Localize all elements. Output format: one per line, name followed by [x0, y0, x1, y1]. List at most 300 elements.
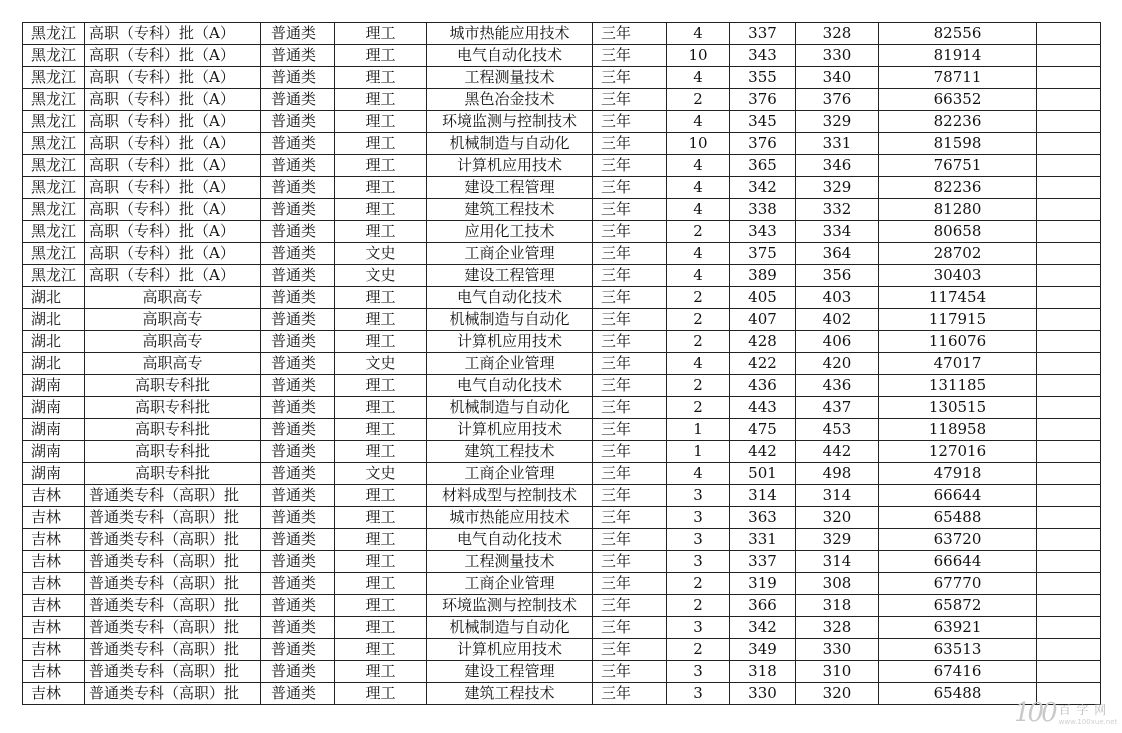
min-score-cell: 308 [796, 573, 879, 595]
subject-cell: 理工 [335, 441, 427, 463]
min-score-cell: 329 [796, 111, 879, 133]
province-cell: 湖北 [23, 309, 85, 331]
min-score-cell: 334 [796, 221, 879, 243]
rank-cell: 63720 [879, 529, 1037, 551]
province-cell: 吉林 [23, 573, 85, 595]
rank-cell: 76751 [879, 155, 1037, 177]
batch-cell: 高职高专 [85, 331, 261, 353]
batch-cell: 高职专科批 [85, 397, 261, 419]
rank-cell: 117454 [879, 287, 1037, 309]
rank-cell: 66644 [879, 551, 1037, 573]
min-score-cell: 420 [796, 353, 879, 375]
category-cell: 普通类 [261, 529, 335, 551]
plan-count-cell: 4 [667, 199, 730, 221]
major-cell: 电气自动化技术 [427, 45, 593, 67]
note-cell [1037, 309, 1101, 331]
plan-count-cell: 4 [667, 23, 730, 45]
category-cell: 普通类 [261, 595, 335, 617]
major-cell: 环境监测与控制技术 [427, 595, 593, 617]
province-cell: 黑龙江 [23, 89, 85, 111]
rank-cell: 66352 [879, 89, 1037, 111]
subject-cell: 理工 [335, 287, 427, 309]
table-row [23, 67, 1101, 89]
major-cell: 工商企业管理 [427, 573, 593, 595]
rank-cell: 66644 [879, 485, 1037, 507]
duration-cell: 三年 [593, 485, 667, 507]
rank-cell: 81598 [879, 133, 1037, 155]
rank-cell: 80658 [879, 221, 1037, 243]
max-score-cell: 349 [730, 639, 796, 661]
note-cell [1037, 265, 1101, 287]
major-cell: 机械制造与自动化 [427, 133, 593, 155]
subject-cell: 理工 [335, 507, 427, 529]
province-cell: 黑龙江 [23, 45, 85, 67]
duration-cell: 三年 [593, 463, 667, 485]
rank-cell: 78711 [879, 67, 1037, 89]
subject-cell: 理工 [335, 45, 427, 67]
table-row [23, 573, 1101, 595]
major-cell: 应用化工技术 [427, 221, 593, 243]
batch-cell: 高职专科批 [85, 441, 261, 463]
batch-cell: 高职高专 [85, 287, 261, 309]
min-score-cell: 437 [796, 397, 879, 419]
table-row [23, 507, 1101, 529]
province-cell: 黑龙江 [23, 155, 85, 177]
duration-cell: 三年 [593, 111, 667, 133]
subject-cell: 理工 [335, 419, 427, 441]
min-score-cell: 320 [796, 683, 879, 705]
batch-cell: 高职（专科）批（A） [85, 111, 261, 133]
province-cell: 湖北 [23, 353, 85, 375]
subject-cell: 理工 [335, 529, 427, 551]
major-cell: 黑色冶金技术 [427, 89, 593, 111]
rank-cell: 127016 [879, 441, 1037, 463]
subject-cell: 理工 [335, 199, 427, 221]
category-cell: 普通类 [261, 309, 335, 331]
batch-cell: 高职专科批 [85, 419, 261, 441]
province-cell: 湖南 [23, 441, 85, 463]
min-score-cell: 314 [796, 551, 879, 573]
plan-count-cell: 4 [667, 155, 730, 177]
duration-cell: 三年 [593, 243, 667, 265]
min-score-cell: 328 [796, 23, 879, 45]
province-cell: 吉林 [23, 661, 85, 683]
province-cell: 吉林 [23, 617, 85, 639]
plan-count-cell: 2 [667, 221, 730, 243]
min-score-cell: 314 [796, 485, 879, 507]
min-score-cell: 406 [796, 331, 879, 353]
province-cell: 吉林 [23, 551, 85, 573]
major-cell: 机械制造与自动化 [427, 617, 593, 639]
batch-cell: 高职高专 [85, 353, 261, 375]
plan-count-cell: 4 [667, 111, 730, 133]
table-row [23, 89, 1101, 111]
max-score-cell: 366 [730, 595, 796, 617]
category-cell: 普通类 [261, 221, 335, 243]
category-cell: 普通类 [261, 23, 335, 45]
rank-cell: 65488 [879, 507, 1037, 529]
major-cell: 建筑工程技术 [427, 683, 593, 705]
batch-cell: 高职（专科）批（A） [85, 199, 261, 221]
table-row [23, 177, 1101, 199]
province-cell: 湖南 [23, 375, 85, 397]
major-cell: 建筑工程技术 [427, 441, 593, 463]
duration-cell: 三年 [593, 45, 667, 67]
watermark-site-name: 百 字 网 [1058, 702, 1108, 717]
duration-cell: 三年 [593, 661, 667, 683]
note-cell [1037, 529, 1101, 551]
subject-cell: 理工 [335, 485, 427, 507]
plan-count-cell: 3 [667, 529, 730, 551]
duration-cell: 三年 [593, 551, 667, 573]
plan-count-cell: 2 [667, 287, 730, 309]
major-cell: 建设工程管理 [427, 265, 593, 287]
table-row [23, 551, 1101, 573]
batch-cell: 高职（专科）批（A） [85, 177, 261, 199]
duration-cell: 三年 [593, 89, 667, 111]
plan-count-cell: 3 [667, 661, 730, 683]
category-cell: 普通类 [261, 155, 335, 177]
batch-cell: 高职（专科）批（A） [85, 23, 261, 45]
duration-cell: 三年 [593, 23, 667, 45]
subject-cell: 理工 [335, 661, 427, 683]
table-row [23, 309, 1101, 331]
rank-cell: 117915 [879, 309, 1037, 331]
note-cell [1037, 287, 1101, 309]
subject-cell: 理工 [335, 111, 427, 133]
table-row [23, 617, 1101, 639]
category-cell: 普通类 [261, 617, 335, 639]
rank-cell: 67416 [879, 661, 1037, 683]
min-score-cell: 356 [796, 265, 879, 287]
table-row [23, 419, 1101, 441]
table-row [23, 111, 1101, 133]
category-cell: 普通类 [261, 441, 335, 463]
province-cell: 黑龙江 [23, 67, 85, 89]
category-cell: 普通类 [261, 573, 335, 595]
batch-cell: 高职（专科）批（A） [85, 243, 261, 265]
min-score-cell: 331 [796, 133, 879, 155]
note-cell [1037, 507, 1101, 529]
max-score-cell: 363 [730, 507, 796, 529]
major-cell: 计算机应用技术 [427, 419, 593, 441]
duration-cell: 三年 [593, 199, 667, 221]
note-cell [1037, 221, 1101, 243]
province-cell: 吉林 [23, 529, 85, 551]
plan-count-cell: 3 [667, 507, 730, 529]
note-cell [1037, 45, 1101, 67]
province-cell: 黑龙江 [23, 243, 85, 265]
subject-cell: 理工 [335, 375, 427, 397]
batch-cell: 普通类专科（高职）批 [85, 683, 261, 705]
major-cell: 城市热能应用技术 [427, 23, 593, 45]
province-cell: 黑龙江 [23, 133, 85, 155]
category-cell: 普通类 [261, 551, 335, 573]
min-score-cell: 364 [796, 243, 879, 265]
plan-count-cell: 2 [667, 331, 730, 353]
category-cell: 普通类 [261, 353, 335, 375]
min-score-cell: 332 [796, 199, 879, 221]
category-cell: 普通类 [261, 287, 335, 309]
batch-cell: 高职（专科）批（A） [85, 89, 261, 111]
batch-cell: 高职专科批 [85, 375, 261, 397]
table-body [23, 23, 1101, 705]
min-score-cell: 320 [796, 507, 879, 529]
rank-cell: 63513 [879, 639, 1037, 661]
batch-cell: 普通类专科（高职）批 [85, 661, 261, 683]
subject-cell: 理工 [335, 221, 427, 243]
min-score-cell: 402 [796, 309, 879, 331]
rank-cell: 131185 [879, 375, 1037, 397]
duration-cell: 三年 [593, 397, 667, 419]
major-cell: 计算机应用技术 [427, 155, 593, 177]
batch-cell: 普通类专科（高职）批 [85, 485, 261, 507]
note-cell [1037, 639, 1101, 661]
major-cell: 工程测量技术 [427, 551, 593, 573]
max-score-cell: 422 [730, 353, 796, 375]
max-score-cell: 345 [730, 111, 796, 133]
major-cell: 计算机应用技术 [427, 331, 593, 353]
note-cell [1037, 89, 1101, 111]
duration-cell: 三年 [593, 67, 667, 89]
max-score-cell: 330 [730, 683, 796, 705]
subject-cell: 理工 [335, 573, 427, 595]
max-score-cell: 436 [730, 375, 796, 397]
province-cell: 吉林 [23, 639, 85, 661]
batch-cell: 普通类专科（高职）批 [85, 551, 261, 573]
category-cell: 普通类 [261, 639, 335, 661]
rank-cell: 82236 [879, 111, 1037, 133]
max-score-cell: 319 [730, 573, 796, 595]
category-cell: 普通类 [261, 177, 335, 199]
rank-cell: 28702 [879, 243, 1037, 265]
max-score-cell: 365 [730, 155, 796, 177]
province-cell: 黑龙江 [23, 199, 85, 221]
subject-cell: 理工 [335, 397, 427, 419]
max-score-cell: 405 [730, 287, 796, 309]
table-row [23, 353, 1101, 375]
category-cell: 普通类 [261, 199, 335, 221]
major-cell: 建筑工程技术 [427, 199, 593, 221]
plan-count-cell: 3 [667, 485, 730, 507]
max-score-cell: 338 [730, 199, 796, 221]
batch-cell: 高职（专科）批（A） [85, 221, 261, 243]
note-cell [1037, 419, 1101, 441]
table-row [23, 155, 1101, 177]
batch-cell: 普通类专科（高职）批 [85, 529, 261, 551]
subject-cell: 理工 [335, 309, 427, 331]
plan-count-cell: 2 [667, 595, 730, 617]
rank-cell: 63921 [879, 617, 1037, 639]
note-cell [1037, 353, 1101, 375]
major-cell: 计算机应用技术 [427, 639, 593, 661]
note-cell [1037, 199, 1101, 221]
subject-cell: 理工 [335, 133, 427, 155]
plan-count-cell: 1 [667, 419, 730, 441]
max-score-cell: 343 [730, 221, 796, 243]
max-score-cell: 343 [730, 45, 796, 67]
plan-count-cell: 4 [667, 177, 730, 199]
category-cell: 普通类 [261, 265, 335, 287]
note-cell [1037, 551, 1101, 573]
batch-cell: 高职（专科）批（A） [85, 45, 261, 67]
max-score-cell: 342 [730, 177, 796, 199]
subject-cell: 理工 [335, 177, 427, 199]
table-row [23, 287, 1101, 309]
plan-count-cell: 1 [667, 441, 730, 463]
major-cell: 电气自动化技术 [427, 375, 593, 397]
plan-count-cell: 2 [667, 309, 730, 331]
province-cell: 湖南 [23, 397, 85, 419]
min-score-cell: 310 [796, 661, 879, 683]
note-cell [1037, 331, 1101, 353]
subject-cell: 文史 [335, 265, 427, 287]
duration-cell: 三年 [593, 133, 667, 155]
major-cell: 建设工程管理 [427, 661, 593, 683]
duration-cell: 三年 [593, 287, 667, 309]
rank-cell: 65872 [879, 595, 1037, 617]
rank-cell: 82236 [879, 177, 1037, 199]
note-cell [1037, 375, 1101, 397]
plan-count-cell: 4 [667, 353, 730, 375]
category-cell: 普通类 [261, 243, 335, 265]
major-cell: 机械制造与自动化 [427, 309, 593, 331]
rank-cell: 47918 [879, 463, 1037, 485]
subject-cell: 理工 [335, 331, 427, 353]
duration-cell: 三年 [593, 331, 667, 353]
duration-cell: 三年 [593, 375, 667, 397]
max-score-cell: 389 [730, 265, 796, 287]
batch-cell: 普通类专科（高职）批 [85, 573, 261, 595]
watermark-text [1059, 701, 1118, 726]
watermark-logo: 100 [1014, 698, 1055, 728]
table-row [23, 683, 1101, 705]
major-cell: 建设工程管理 [427, 177, 593, 199]
note-cell [1037, 441, 1101, 463]
duration-cell: 三年 [593, 309, 667, 331]
min-score-cell: 328 [796, 617, 879, 639]
plan-count-cell: 4 [667, 265, 730, 287]
admission-scores-table [22, 22, 1101, 705]
note-cell [1037, 155, 1101, 177]
note-cell [1037, 661, 1101, 683]
subject-cell: 文史 [335, 463, 427, 485]
batch-cell: 高职（专科）批（A） [85, 265, 261, 287]
category-cell: 普通类 [261, 507, 335, 529]
max-score-cell: 428 [730, 331, 796, 353]
category-cell: 普通类 [261, 683, 335, 705]
major-cell: 工商企业管理 [427, 353, 593, 375]
batch-cell: 普通类专科（高职）批 [85, 639, 261, 661]
note-cell [1037, 67, 1101, 89]
max-score-cell: 318 [730, 661, 796, 683]
table-row [23, 661, 1101, 683]
rank-cell: 130515 [879, 397, 1037, 419]
table-row [23, 485, 1101, 507]
batch-cell: 高职专科批 [85, 463, 261, 485]
min-score-cell: 442 [796, 441, 879, 463]
table-row [23, 243, 1101, 265]
duration-cell: 三年 [593, 529, 667, 551]
duration-cell: 三年 [593, 639, 667, 661]
table-row [23, 397, 1101, 419]
province-cell: 湖南 [23, 419, 85, 441]
rank-cell: 118958 [879, 419, 1037, 441]
min-score-cell: 376 [796, 89, 879, 111]
province-cell: 黑龙江 [23, 221, 85, 243]
duration-cell: 三年 [593, 177, 667, 199]
plan-count-cell: 2 [667, 639, 730, 661]
note-cell [1037, 573, 1101, 595]
subject-cell: 理工 [335, 89, 427, 111]
major-cell: 工程测量技术 [427, 67, 593, 89]
min-score-cell: 436 [796, 375, 879, 397]
rank-cell: 67770 [879, 573, 1037, 595]
table-row [23, 595, 1101, 617]
province-cell: 黑龙江 [23, 23, 85, 45]
category-cell: 普通类 [261, 133, 335, 155]
note-cell [1037, 595, 1101, 617]
plan-count-cell: 2 [667, 89, 730, 111]
category-cell: 普通类 [261, 397, 335, 419]
table-row [23, 463, 1101, 485]
subject-cell: 理工 [335, 595, 427, 617]
duration-cell: 三年 [593, 441, 667, 463]
min-score-cell: 329 [796, 529, 879, 551]
category-cell: 普通类 [261, 463, 335, 485]
max-score-cell: 442 [730, 441, 796, 463]
duration-cell: 三年 [593, 507, 667, 529]
category-cell: 普通类 [261, 111, 335, 133]
batch-cell: 普通类专科（高职）批 [85, 617, 261, 639]
watermark-url: www.100xue.net [1058, 717, 1118, 726]
table-row [23, 639, 1101, 661]
table-row [23, 441, 1101, 463]
major-cell: 电气自动化技术 [427, 287, 593, 309]
plan-count-cell: 3 [667, 551, 730, 573]
rank-cell: 116076 [879, 331, 1037, 353]
major-cell: 工商企业管理 [427, 243, 593, 265]
note-cell [1037, 23, 1101, 45]
table-row [23, 23, 1101, 45]
category-cell: 普通类 [261, 89, 335, 111]
max-score-cell: 407 [730, 309, 796, 331]
batch-cell: 普通类专科（高职）批 [85, 507, 261, 529]
subject-cell: 理工 [335, 683, 427, 705]
table-row [23, 199, 1101, 221]
subject-cell: 理工 [335, 23, 427, 45]
duration-cell: 三年 [593, 617, 667, 639]
rank-cell: 65488 [879, 683, 1037, 705]
max-score-cell: 443 [730, 397, 796, 419]
batch-cell: 高职高专 [85, 309, 261, 331]
plan-count-cell: 3 [667, 683, 730, 705]
province-cell: 黑龙江 [23, 177, 85, 199]
note-cell [1037, 177, 1101, 199]
duration-cell: 三年 [593, 419, 667, 441]
max-score-cell: 337 [730, 551, 796, 573]
duration-cell: 三年 [593, 155, 667, 177]
province-cell: 黑龙江 [23, 265, 85, 287]
plan-count-cell: 10 [667, 133, 730, 155]
province-cell: 吉林 [23, 485, 85, 507]
table-row [23, 265, 1101, 287]
rank-cell: 30403 [879, 265, 1037, 287]
max-score-cell: 331 [730, 529, 796, 551]
note-cell [1037, 485, 1101, 507]
plan-count-cell: 4 [667, 67, 730, 89]
note-cell [1037, 111, 1101, 133]
